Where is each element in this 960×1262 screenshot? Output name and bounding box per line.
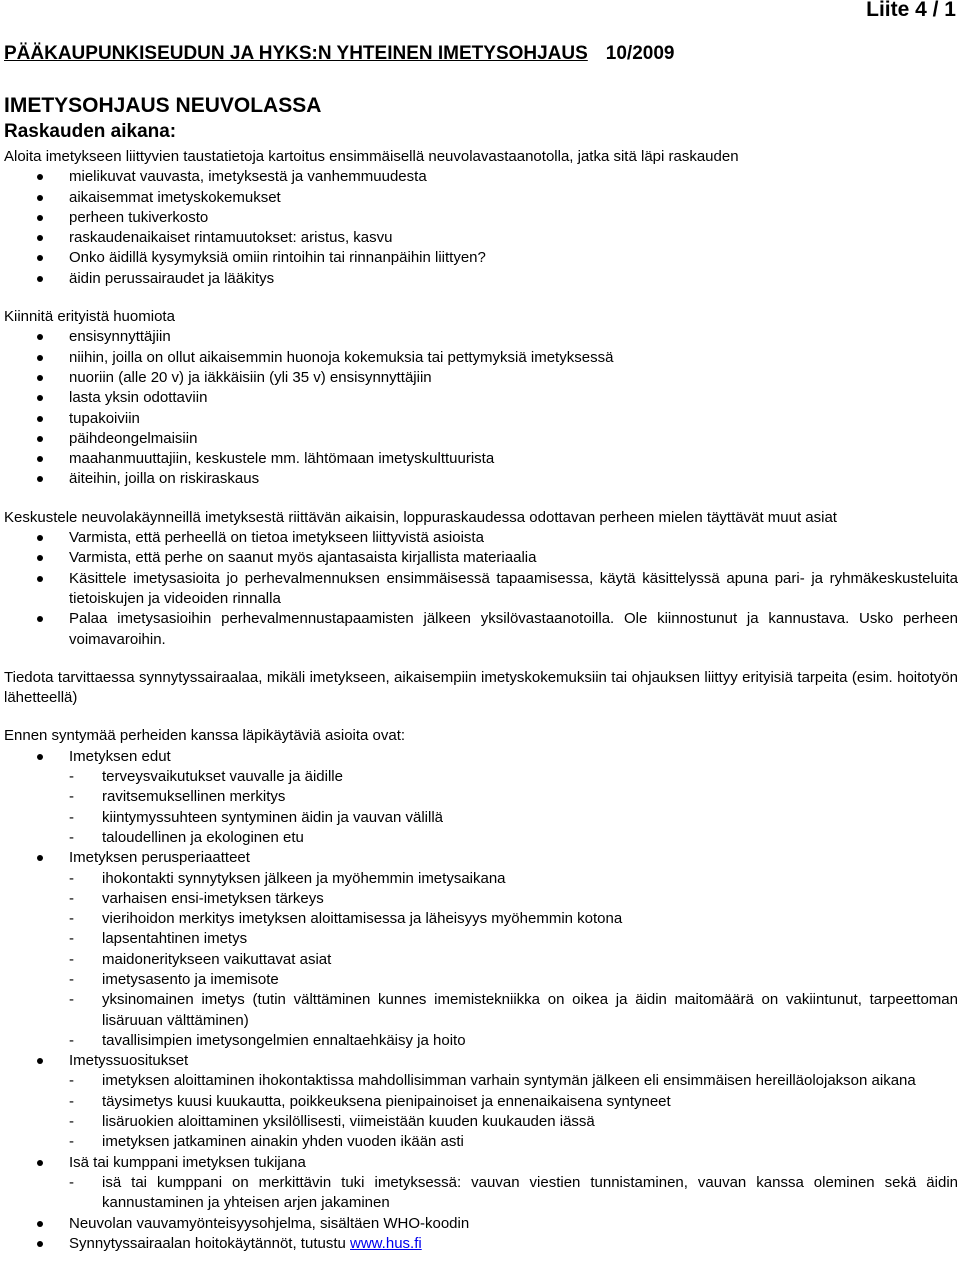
sub-item: - tavallisimpien imetysongelmien ennaltaehkäisy ja hoito <box>4 1031 958 1051</box>
list-item: maahanmuuttajiin, keskustele mm. lähtömaan imetyskulttuurista <box>4 449 958 469</box>
document-title-text: PÄÄKAUPUNKISEUDUN JA HYKS:N YHTEINEN IMETYSOHJAUS <box>4 43 588 64</box>
sub-item: - terveysvaikutukset vauvalle ja äidille <box>4 767 958 787</box>
program-item: Neuvolan vauvamyönteisyysohjelma, sisältäen WHO-koodin <box>4 1214 958 1234</box>
topic-label: Isä tai kumppani imetyksen tukijana <box>69 1153 306 1171</box>
sub-item: - imetyksen jatkaminen ainakin yhden vuoden ikään asti <box>4 1132 958 1152</box>
topic-item <box>4 747 958 767</box>
attention-heading: Kiinnitä erityistä huomiota <box>4 308 175 326</box>
intro-list <box>4 167 958 289</box>
sub-item: - ravitsemuksellinen merkitys <box>4 787 958 807</box>
sub-item: - taloudellinen ja ekologinen etu <box>4 828 958 848</box>
list-item: aikaisemmat imetyskokemukset <box>4 188 958 208</box>
document-body <box>4 147 958 1254</box>
list-item: tupakoiviin <box>4 409 958 429</box>
list-item: äidin perussairaudet ja lääkitys <box>4 269 958 289</box>
hus-link[interactable]: www.hus.fi <box>350 1234 422 1252</box>
topics-list <box>4 1214 958 1255</box>
sub-item: - vierihoidon merkitys imetyksen aloittamisessa ja läheisyys myöhemmin kotona <box>4 909 958 929</box>
sub-item: - ihokontakti synnytyksen jälkeen ja myöhemmin imetysaikana <box>4 869 958 889</box>
sub-item: - lapsentahtinen imetys <box>4 929 958 949</box>
sub-item: - imetysasento ja imemisote <box>4 970 958 990</box>
practices-item <box>4 1234 958 1254</box>
practices-text: Synnytyssairaalan hoitokäytännöt, tutustu <box>69 1234 351 1252</box>
section-title: IMETYSOHJAUS NEUVOLASSA <box>4 94 322 117</box>
topic-label: Imetyksen perusperiaatteet <box>69 849 250 867</box>
list-item: lasta yksin odottaviin <box>4 388 958 408</box>
list-item: Varmista, että perheellä on tietoa imetykseen liittyvistä asioista <box>4 528 958 548</box>
list-item: Varmista, että perhe on saanut myös ajantasaista kirjallista materiaalia <box>4 548 958 568</box>
topics-list <box>4 747 958 767</box>
list-item: äiteihin, joilla on riskiraskaus <box>4 469 958 489</box>
topics-list <box>4 848 958 868</box>
sub-item: - varhaisen ensi-imetyksen tärkeys <box>4 889 958 909</box>
list-item: ensisynnyttäjiin <box>4 327 958 347</box>
list-item: Palaa imetysasioihin perhevalmennustapaamisten jälkeen yksilövastaanotoilla. Ole kiinnostunut ja kannustava. Usko perheen voimavaroihin. <box>4 609 958 650</box>
list-item: raskaudenaikaiset rintamuutokset: aristus, kasvu <box>4 228 958 248</box>
topic-label: Imetyssuositukset <box>69 1052 189 1070</box>
list-item: päihdeongelmaisiin <box>4 429 958 449</box>
intro-paragraph: Aloita imetykseen liittyvien taustatietoja kartoitus ensimmäisellä neuvolavastaanotolla, jatka sitä läpi raskauden <box>4 148 739 165</box>
discuss-list <box>4 528 958 650</box>
list-item: nuoriin (alle 20 v) ja iäkkäisiin (yli 35 v) ensisynnyttäjiin <box>4 368 958 388</box>
topic-subitems <box>4 767 958 848</box>
topic-subitems <box>4 1071 958 1152</box>
topic-item <box>4 848 958 868</box>
sub-item: - yksinomainen imetys (tutin välttäminen kunnes imemistekniikka on oikea ja äidin maitomäärä on vakiintunut, tarpeettoman lisäruuan välttäminen) <box>4 990 958 1031</box>
sub-item: - täysimetys kuusi kuukautta, poikkeuksena pienipainoiset ja ennenaikaisena syntyneet <box>4 1092 958 1112</box>
list-item: perheen tukiverkosto <box>4 208 958 228</box>
topic-subitems <box>4 1173 958 1214</box>
sub-item: - imetyksen aloittaminen ihokontaktissa mahdollisimman varhain syntymän jälkeen eli ensimmäisen hereilläolojakson aikana <box>4 1071 958 1091</box>
topic-label: Imetyksen edut <box>69 747 171 765</box>
discuss-heading: Keskustele neuvolakäynneillä imetyksestä riittävän aikaisin, loppuraskaudessa odottavan perheen mielen täyttävät muut asiat <box>4 508 837 526</box>
sub-item: - isä tai kumppani on merkittävin tuki imetyksessä: vauvan viestien tunnistaminen, vauvan kanssa oleminen sekä äidin kannustaminen ja yhteisen arjen jakaminen <box>4 1173 958 1214</box>
list-item: mielikuvat vauvasta, imetyksestä ja vanhemmuudesta <box>4 167 958 187</box>
topic-item <box>4 1051 958 1071</box>
attachment-label: Liite 4 / 1 <box>866 0 956 21</box>
info-paragraph: Tiedota tarvittaessa synnytyssairaalaa, mikäli imetykseen, aikaisempiin imetyskokemuksiin tai ohjauksen liittyy erityisiä tarpeita (esim. hoitotyön lähetteellä) <box>4 668 958 707</box>
list-item: Onko äidillä kysymyksiä omiin rintoihin tai rinnanpäihin liittyen? <box>4 248 958 268</box>
document-date: 10/2009 <box>605 43 675 64</box>
sub-item: - lisäruokien aloittaminen yksilöllisesti, viimeistään kuuden kuukauden iässä <box>4 1112 958 1132</box>
topic-item <box>4 1153 958 1173</box>
topics-list <box>4 1153 958 1173</box>
sub-item: - kiintymyssuhteen syntyminen äidin ja vauvan välillä <box>4 808 958 828</box>
document-title <box>4 43 674 65</box>
topics-list <box>4 1051 958 1071</box>
topics-heading: Ennen syntymää perheiden kanssa läpikäytäviä asioita ovat: <box>4 727 406 745</box>
section-subtitle: Raskauden aikana: <box>4 121 177 142</box>
topic-subitems <box>4 869 958 1052</box>
list-item: niihin, joilla on ollut aikaisemmin huonoja kokemuksia tai pettymyksiä imetyksessä <box>4 348 958 368</box>
list-item: Käsittele imetysasioita jo perhevalmennuksen ensimmäisessä tapaamisessa, käytä käsittelyssä apuna pari- ja ryhmäkeskusteluita tietoiskujen ja videoiden rinnalla <box>4 569 958 610</box>
attention-list <box>4 327 958 489</box>
sub-item: - maidoneritykseen vaikuttavat asiat <box>4 950 958 970</box>
